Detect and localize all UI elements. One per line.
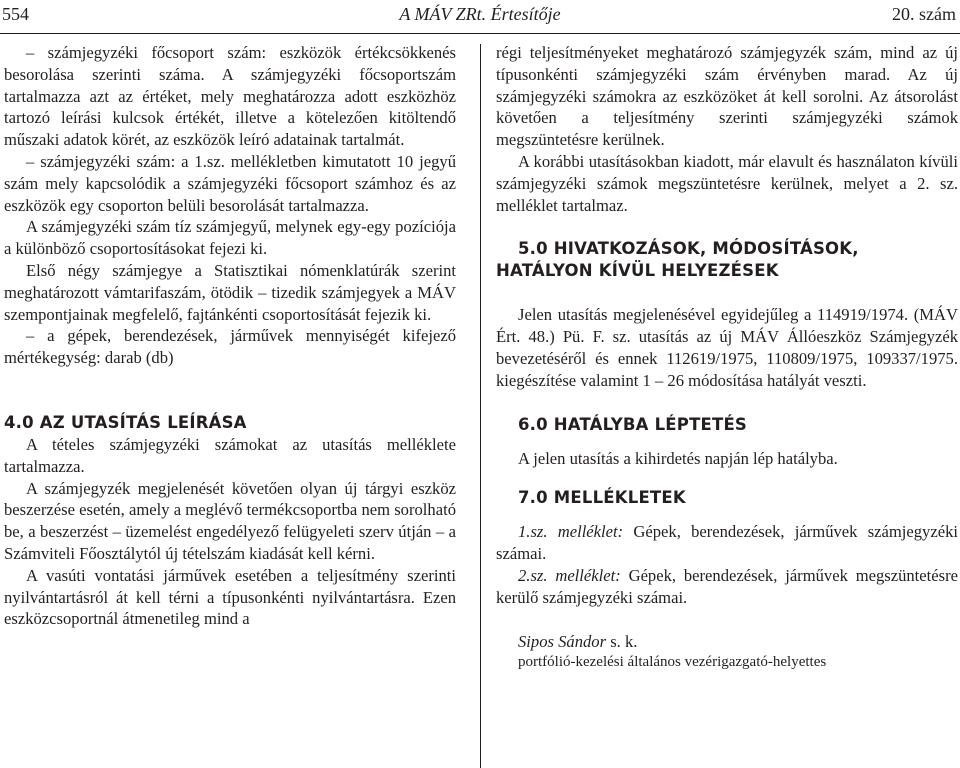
signature-title: portfólió-kezelési általános vezérigazgató-helyettes: [518, 654, 827, 671]
issue-number: 20. szám: [892, 4, 956, 24]
right-column: [496, 42, 958, 674]
paragraph-ten-digit: A számjegyzéki szám tíz számjegyű, melynek egy-egy pozíciója a különböző csoportosításokat fejezi ki.: [4, 217, 456, 259]
signature-name: Sipos Sándor: [518, 631, 607, 651]
paragraph-obsolete-numbers: A korábbi utasításokban kiadott, már elavult és használaton kívüli számjegyzéki számok megszüntetésre kerülnek, melyet a 2. sz. melléklet tartalmaz.: [496, 151, 958, 215]
signature-suffix: s. k.: [606, 631, 638, 651]
left-column: [4, 42, 456, 630]
annex-2-label: 2.sz. melléklet:: [518, 565, 621, 585]
paragraph-continued: régi teljesítményeket meghatározó számjegyzék szám, mind az új típusonkénti számjegyzéki szám érvényben marad. Az új számjegyzéki számokra az eszközöket át kell sorolni. Az átsorolást követően a teljesítmény szerinti számjegyzéki számok megszüntetésre kerülnek.: [496, 43, 958, 150]
page-number: 554: [2, 4, 29, 24]
paragraph-unit-of-measure: – a gépek, berendezések, járművek mennyiségét kifejező mértékegység: darab (db): [4, 326, 456, 368]
annex-1-text: Gépek, berendezések, járművek számjegyzéki számai.: [496, 522, 958, 564]
paragraph-inventory-number: – számjegyzéki szám: a 1.sz. mellékletben kimutatott 10 jegyű szám mely kapcsolódik a számjegyzéki főcsoport számhoz és az eszközök egy csoporton belüli besorolását tartalmazza.: [4, 151, 456, 215]
section-heading-4: 4.0 AZ UTASÍTÁS LEÍRÁSA: [4, 412, 247, 432]
annex-2-entry: [496, 565, 958, 609]
page-header: [0, 0, 960, 34]
paragraph-annex-contents: A tételes számjegyzéki számokat az utasítás melléklete tartalmazza.: [4, 434, 456, 476]
journal-title: A MÁV ZRt. Értesítője: [399, 4, 561, 24]
paragraph-main-group-number: – számjegyzéki főcsoport szám: eszközök értékcsökkenés besorolása szerinti száma. A számjegyzéki főcsoportszám tartalmazza azt az értéket, mely meghatározza adott eszközhöz tartozó leírási kulcsok értékét, illetve a kötelezően kitöltendő műszaki adatok körét, az eszközök leíró adatainak tartalmát.: [4, 43, 456, 150]
signature: [496, 631, 958, 653]
section-heading-6: 6.0 HATÁLYBA LÉPTETÉS: [518, 414, 748, 434]
paragraph-rail-vehicles: A vasúti vontatási járművek esetében a teljesítmény szerinti nyilvántartásról át kell térni a típusonkénti nyilvántartásra. Ezen eszközcsoportnál átmenetileg mind a: [4, 565, 456, 629]
paragraph-entry-into-force: A jelen utasítás a kihirdetés napján lép hatályba.: [518, 448, 838, 468]
column-divider: [480, 44, 481, 768]
header-rule: [0, 33, 960, 34]
annex-1-label: 1.sz. melléklet:: [518, 522, 624, 542]
section-heading-5: 5.0 HIVATKOZÁSOK, MÓDOSÍTÁSOK, HATÁLYON KÍVÜL HELYEZÉSEK: [496, 239, 859, 281]
annex-1-entry: [496, 521, 958, 565]
paragraph-first-four-digits: Első négy számjegye a Statisztikai nómenklatúrák szerint meghatározott vámtarifaszám, ötödik – tizedik számjegyek a MÁV szempontjainak megfelelő, fajtánkénti csoportosítását fejezik ki.: [4, 260, 456, 324]
paragraph-new-item-number: A számjegyzék megjelenését követően olyan új tárgyi eszköz beszerzése esetén, amely a meglévő termékcsoportba nem sorolható be, a beszerzést – üzemelést engedélyező felügyeleti szerv útján – a Számviteli Főosztálytól új tételszám kiadását kell kérni.: [4, 478, 456, 563]
paragraph-repeal: Jelen utasítás megjelenésével egyidejűleg a 114919/1974. (MÁV Ért. 48.) Pü. F. sz. utasítás az új MÁV Állóeszköz Számjegyzék bevezetéséről és ennek 112619/1975, 110809/1975, 109337/1975. kiegészítése valamint 1 – 26 módosítása hatályát veszti.: [496, 305, 958, 390]
annex-2-text: Gépek, berendezések, járművek megszüntetésre kerülő számjegyzéki számai.: [496, 565, 958, 607]
section-heading-7: 7.0 MELLÉKLETEK: [518, 488, 686, 508]
